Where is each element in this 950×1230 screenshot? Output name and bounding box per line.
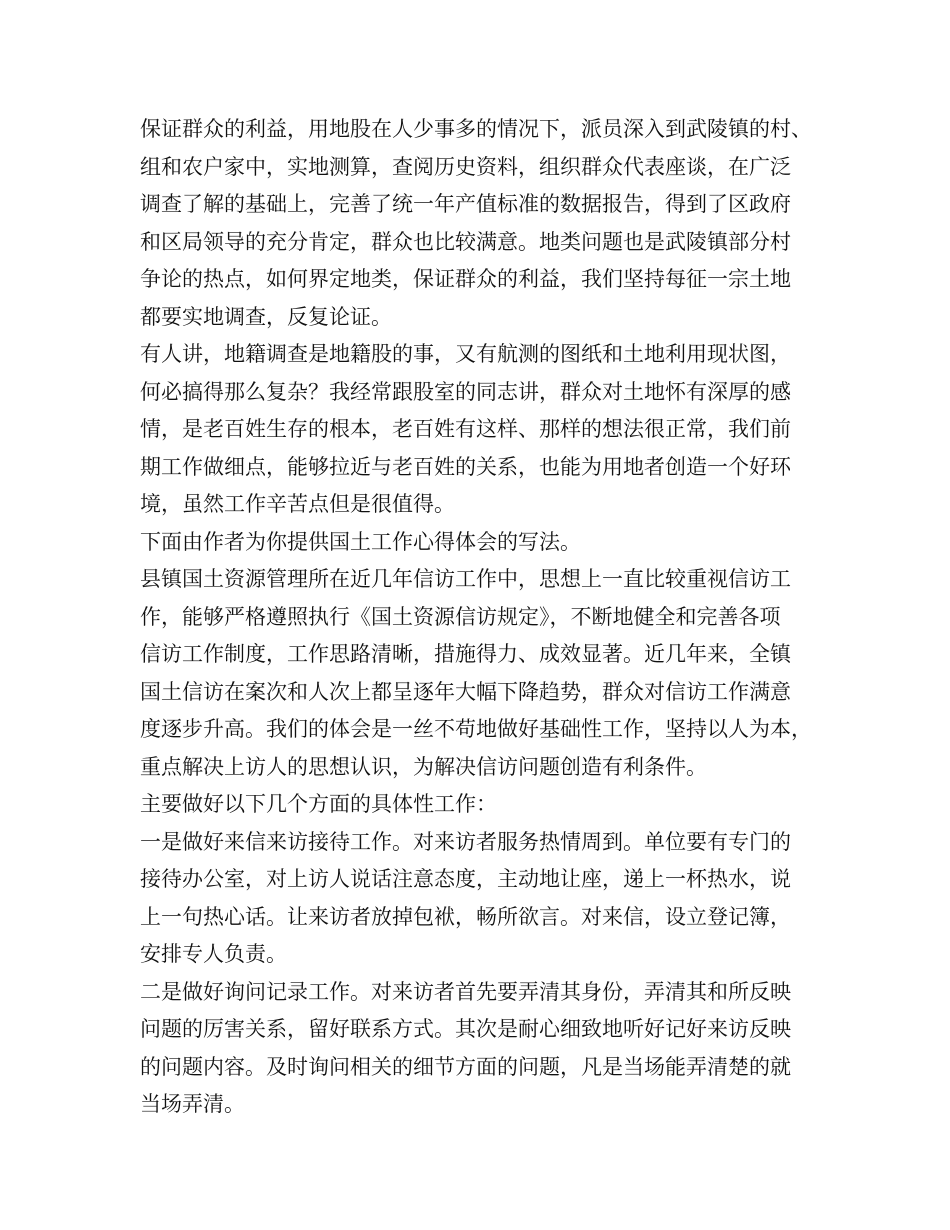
text-line: 和区局领导的充分肯定，群众也比较满意。地类问题也是武陵镇部分村 bbox=[140, 229, 791, 254]
text-line: 情，是老百姓生存的根本，老百姓有这样、那样的想法很正常，我们前 bbox=[140, 417, 791, 441]
text-line: 二是做好询问记录工作。对来访者首先要弄清其身份，弄清其和所反映 bbox=[140, 979, 791, 1004]
body-text bbox=[140, 111, 840, 1124]
text-line: 接待办公室，对上访人说话注意态度，主动地让座，递上一杯热水，说 bbox=[140, 867, 791, 891]
text-line: 的问题内容。及时询问相关的细节方面的问题，凡是当场能弄清楚的就 bbox=[140, 1054, 791, 1079]
text-line: 安排专人负责。 bbox=[140, 942, 287, 966]
text-line: 度逐步升高。我们的体会是一丝不苟地做好基础性工作，坚持以人为本， bbox=[140, 717, 812, 741]
text-line: 信访工作制度，工作思路清晰，措施得力、成效显著。近几年来，全镇 bbox=[140, 642, 791, 666]
text-line: 境，虽然工作辛苦点但是很值得。 bbox=[140, 492, 455, 516]
text-line: 保证群众的利益，用地股在人少事多的情况下，派员深入到武陵镇的村、 bbox=[140, 117, 812, 141]
text-line: 问题的厉害关系，留好联系方式。其次是耐心细致地听好记好来访反映 bbox=[140, 1017, 791, 1041]
text-line: 争论的热点，如何界定地类，保证群众的利益，我们坚持每征一宗土地 bbox=[140, 267, 791, 291]
text-line: 调查了解的基础上，完善了统一年产值标准的数据报告，得到了区政府 bbox=[140, 192, 791, 216]
text-line: 何必搞得那么复杂？我经常跟股室的同志讲，群众对土地怀有深厚的感 bbox=[140, 379, 791, 404]
text-line: 一是做好来信来访接待工作。对来访者服务热情周到。单位要有专门的 bbox=[140, 829, 791, 854]
text-line: 有人讲，地籍调查是地籍股的事，又有航测的图纸和土地利用现状图， bbox=[140, 342, 791, 366]
text-line: 组和农户家中，实地测算，查阅历史资料，组织群众代表座谈，在广泛 bbox=[140, 154, 791, 179]
text-line: 当场弄清。 bbox=[140, 1092, 245, 1116]
text-line: 期工作做细点，能够拉近与老百姓的关系，也能为用地者创造一个好环 bbox=[140, 454, 791, 479]
text-line: 县镇国土资源管理所在近几年信访工作中，思想上一直比较重视信访工 bbox=[140, 567, 791, 591]
text-line: 主要做好以下几个方面的具体性工作： bbox=[140, 792, 497, 816]
text-line: 都要实地调查，反复论证。 bbox=[140, 304, 392, 329]
text-line: 国土信访在案次和人次上都呈逐年大幅下降趋势，群众对信访工作满意 bbox=[140, 679, 791, 704]
text-line: 下面由作者为你提供国土工作心得体会的写法。 bbox=[140, 529, 581, 554]
text-line: 作，能够严格遵照执行《国土资源信访规定》，不断地健全和完善各项 bbox=[140, 604, 781, 629]
text-line: 重点解决上访人的思想认识，为解决信访问题创造有利条件。 bbox=[140, 754, 707, 779]
text-line: 上一句热心话。让来访者放掉包袱，畅所欲言。对来信，设立登记簿， bbox=[140, 904, 791, 929]
